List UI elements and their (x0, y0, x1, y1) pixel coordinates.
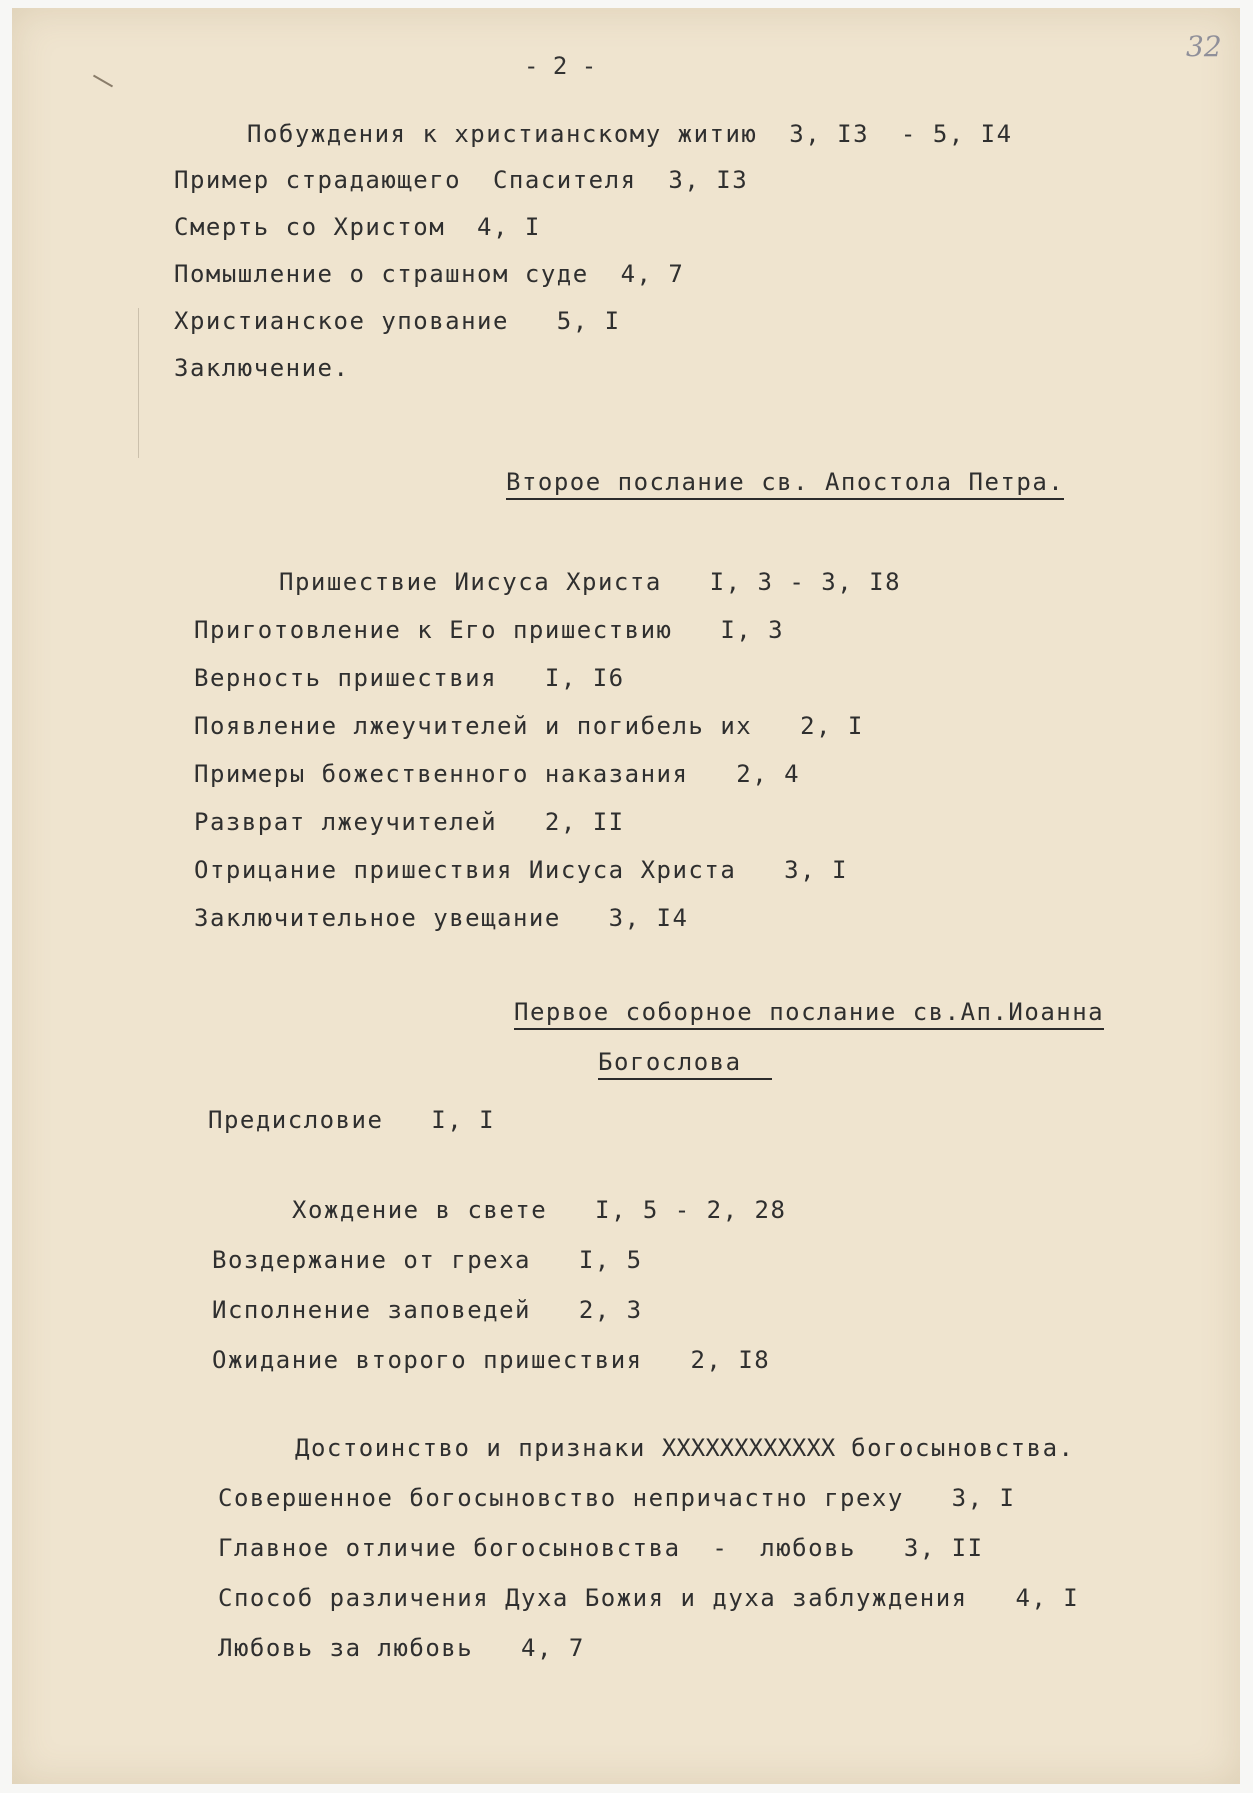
text-line: Совершенное богосыновство непричастно греху 3, I (218, 1484, 1016, 1512)
struck-out-text: XXXXXXXXXXXX (661, 1434, 836, 1462)
archive-number: 32 (1186, 30, 1222, 63)
paper-mark (93, 75, 113, 88)
paper-mark (138, 308, 139, 458)
text-line: Пришествие Иисуса Христа I, 3 - 3, I8 (279, 568, 902, 596)
text-line: Побуждения к христианскому житию 3, I3 - 5, I4 (247, 120, 1013, 148)
text-line: Смерть со Христом 4, I (174, 213, 541, 241)
text-line: Воздержание от греха I, 5 (212, 1246, 643, 1274)
text-line: Христианское упование 5, I (174, 307, 621, 335)
section-heading (295, 1434, 1074, 1462)
text-line: Любовь за любовь 4, 7 (218, 1634, 585, 1662)
document-page (12, 8, 1240, 1784)
text-line: Верность пришествия I, I6 (194, 664, 625, 692)
section-heading: Первое соборное послание св.Ап.Иоанна (514, 998, 1104, 1030)
text-line: Исполнение заповедей 2, 3 (212, 1296, 643, 1324)
text-line: Разврат лжеучителей 2, II (194, 808, 625, 836)
text-line: Предисловие I, I (208, 1106, 496, 1134)
text-line: Появление лжеучителей и погибель их 2, I (194, 712, 864, 740)
text-line: Хождение в свете I, 5 - 2, 28 (292, 1196, 787, 1224)
page-number: - 2 - (524, 52, 597, 80)
heading-text: богосыновства. (835, 1434, 1075, 1462)
text-line: Главное отличие богосыновства - любовь 3, II (218, 1534, 984, 1562)
text-line: Заключительное увещание 3, I4 (194, 904, 689, 932)
text-line: Заключение. (174, 354, 350, 382)
text-line: Способ различения Духа Божия и духа заблуждения 4, I (218, 1584, 1080, 1612)
text-line: Приготовление к Его пришествию I, 3 (194, 616, 785, 644)
section-heading-continued: Богослова (598, 1048, 772, 1080)
text-line: Отрицание пришествия Иисуса Христа 3, I (194, 856, 848, 884)
section-heading: Второе послание св. Апостола Петра. (506, 468, 1064, 500)
text-line: Ожидание второго пришествия 2, I8 (212, 1346, 771, 1374)
text-line: Помышление о страшном суде 4, 7 (174, 260, 685, 288)
heading-text: Достоинство и признаки (295, 1434, 662, 1462)
text-line: Примеры божественного наказания 2, 4 (194, 760, 801, 788)
text-line: Пример страдающего Спасителя 3, I3 (174, 166, 749, 194)
